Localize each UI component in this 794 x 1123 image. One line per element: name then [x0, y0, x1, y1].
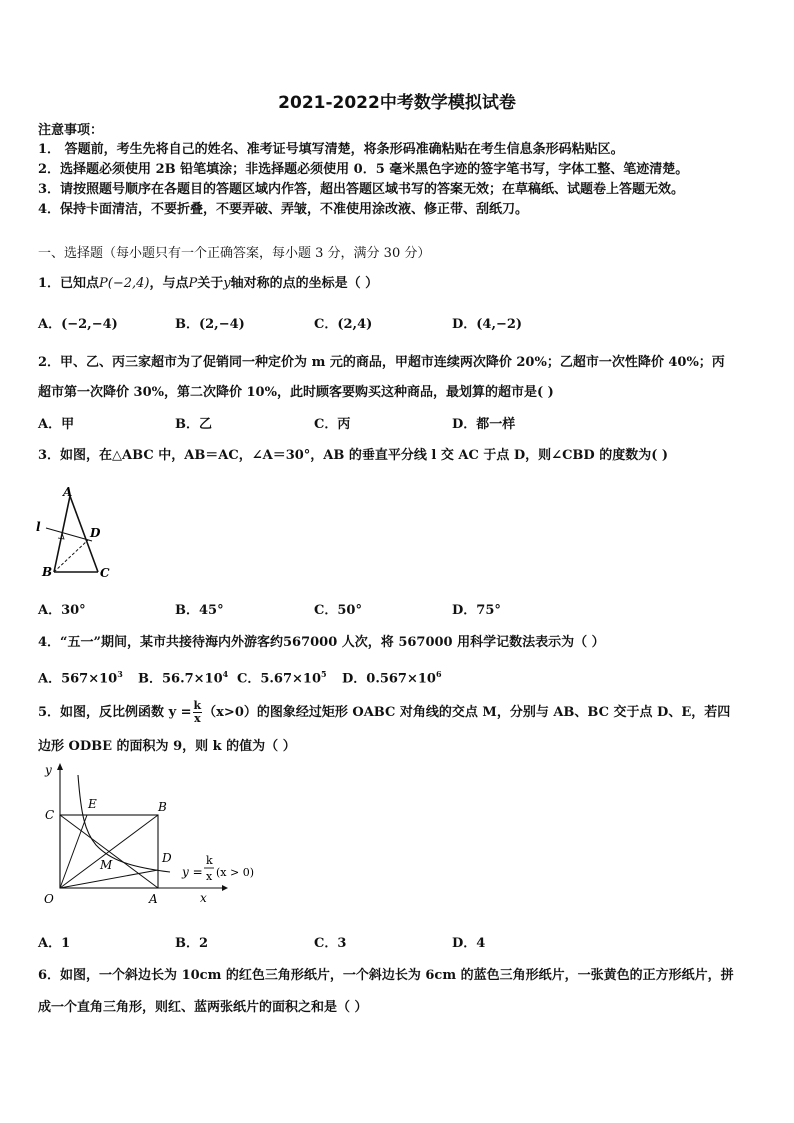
- q1-text-a: 1．已知点: [38, 276, 100, 291]
- q1-option-b[interactable]: B．(2,−4): [175, 317, 245, 332]
- q5-label-o: O: [44, 892, 54, 906]
- q2-option-c[interactable]: C．丙: [314, 417, 351, 432]
- q5-func-cond: (x > 0): [216, 866, 254, 879]
- q1-text-c: 关于: [197, 276, 224, 291]
- notice-item-3: 3．请按照题号顺序在各题目的答题区域内作答，超出答题区域书写的答案无效；在草稿纸、试题卷上答题无效。: [38, 182, 685, 197]
- q2-line-1: 2．甲、乙、丙三家超市为了促销同一种定价为 m 元的商品，甲超市连续两次降价 20%；乙超市一次性降价 40%；丙: [38, 355, 725, 370]
- q2-option-b[interactable]: B．乙: [175, 417, 212, 432]
- q4-option-c-exp: 5: [321, 669, 327, 679]
- q4-option-c-base: C．5.67×10: [237, 671, 321, 687]
- question-1: [38, 275, 378, 293]
- q6-line-1: 6．如图，一个斜边长为 10cm 的红色三角形纸片，一个斜边长为 6cm 的蓝色三角形纸片，一张黄色的正方形纸片，拼: [38, 968, 734, 983]
- q2-line-2: 超市第一次降价 30%，第二次降价 10%，此时顾客要购买这种商品，最划算的超市是( ): [38, 385, 554, 400]
- q2-option-d[interactable]: D．都一样: [452, 417, 516, 432]
- q5-y-axis-arrow: [57, 763, 63, 770]
- q5-func-num: k: [206, 854, 213, 867]
- q5-text-a: 5．如图，反比例函数 y =: [38, 705, 192, 720]
- q5-func-den: x: [206, 870, 213, 883]
- section-heading: 一、选择题（每小题只有一个正确答案，每小题 3 分，满分 30 分）: [38, 246, 431, 261]
- q4-option-d[interactable]: [342, 665, 442, 688]
- q3-label-l: l: [36, 520, 41, 534]
- q1-text-b: ，与点: [149, 276, 189, 291]
- q2-option-a[interactable]: A．甲: [38, 417, 75, 432]
- q3-triangle-figure: [30, 483, 120, 583]
- q5-option-a[interactable]: A．1: [38, 936, 71, 951]
- q5-label-d: D: [162, 851, 172, 865]
- q5-option-b[interactable]: B．2: [175, 936, 209, 951]
- q3-text: 3．如图，在△ABC 中，AB＝AC，∠A＝30°，AB 的垂直平分线 l 交 AC 于点 D，则∠CBD 的度数为( ): [38, 448, 669, 463]
- q5-line-1: [38, 700, 730, 725]
- q4-option-b[interactable]: [138, 665, 228, 688]
- q6-line-2: 成一个直角三角形，则红、蓝两张纸片的面积之和是（ ）: [38, 1000, 368, 1015]
- q4-text: 4．“五一”期间，某市共接待海内外游客约567000 人次，将 567000 用科学记数法表示为（ ）: [38, 635, 605, 650]
- q5-option-c[interactable]: C．3: [314, 936, 347, 951]
- q4-option-a-base: A．567×10: [38, 671, 118, 687]
- q5-label-x: x: [200, 891, 207, 905]
- q3-label-c: C: [100, 566, 110, 580]
- q4-option-b-base: B．56.7×10: [138, 671, 223, 687]
- page-title: 2021-2022中考数学模拟试卷: [278, 93, 516, 113]
- q3-option-d[interactable]: D．75°: [452, 603, 501, 618]
- q5-func-y: y =: [182, 865, 203, 879]
- q5-frac-num: k: [193, 699, 202, 712]
- q5-segment-oe: [60, 815, 87, 888]
- q1-text-d: 轴对称的点的坐标是（ ）: [230, 276, 379, 291]
- q3-bisector-l: [46, 528, 92, 541]
- q3-label-a: A: [63, 485, 73, 499]
- q5-hyperbola: [78, 775, 170, 872]
- q5-label-c: C: [45, 808, 55, 822]
- q5-line-2: 边形 ODBE 的面积为 9，则 k 的值为（ ）: [38, 739, 296, 754]
- q4-option-b-exp: 4: [222, 669, 229, 679]
- q5-segment-od: [60, 870, 158, 888]
- q5-label-m: M: [100, 858, 113, 872]
- q5-fraction: [193, 700, 203, 725]
- q5-option-d[interactable]: D．4: [452, 936, 486, 951]
- q3-option-b[interactable]: B．45°: [175, 603, 224, 618]
- notice-heading: 注意事项：: [38, 123, 104, 138]
- q5-frac-den: x: [194, 712, 201, 725]
- q1-option-d[interactable]: D．(4,−2): [452, 317, 523, 332]
- q4-option-a[interactable]: [38, 665, 123, 688]
- q3-label-b: B: [42, 565, 53, 579]
- q5-text-b: （x>0）的图象经过矩形 OABC 对角线的交点 M，分别与 AB、BC 交于点 D、E，若四: [203, 705, 731, 720]
- q1-p: P: [188, 276, 198, 291]
- notice-item-2: 2．选择题必须使用 2B 铅笔填涂；非选择题必须使用 0．5 毫米黑色字迹的签字笔书写，字体工整、笔迹清楚。: [38, 162, 689, 177]
- q3-option-a[interactable]: A．30°: [38, 603, 86, 618]
- q3-option-c[interactable]: C．50°: [314, 603, 362, 618]
- q4-option-c[interactable]: [237, 665, 327, 688]
- q4-option-d-base: D．0.567×10: [342, 671, 436, 687]
- q5-label-b: B: [158, 800, 167, 814]
- q4-option-a-exp: 3: [117, 669, 123, 679]
- notice-item-1: 1． 答题前，考生先将自己的姓名、准考证号填写清楚，将条形码准确粘贴在考生信息条形码粘贴区。: [38, 142, 624, 157]
- notice-item-4: 4．保持卡面清洁，不要折叠，不要弄破、弄皱，不准使用涂改液、修正带、刮纸刀。: [38, 202, 529, 217]
- q1-point: P(−2,4): [99, 276, 150, 291]
- q1-y: y: [223, 276, 231, 291]
- q3-label-d: D: [90, 526, 101, 540]
- q4-option-d-exp: 6: [435, 669, 442, 679]
- q1-option-c[interactable]: C．(2,4): [314, 317, 373, 332]
- q5-label-y: y: [45, 763, 52, 777]
- q5-graph-figure: [30, 760, 270, 910]
- q5-label-e: E: [88, 797, 97, 811]
- q1-option-a[interactable]: A．(−2,−4): [38, 317, 118, 332]
- q5-x-axis-arrow: [222, 885, 228, 891]
- q5-label-a: A: [149, 892, 158, 906]
